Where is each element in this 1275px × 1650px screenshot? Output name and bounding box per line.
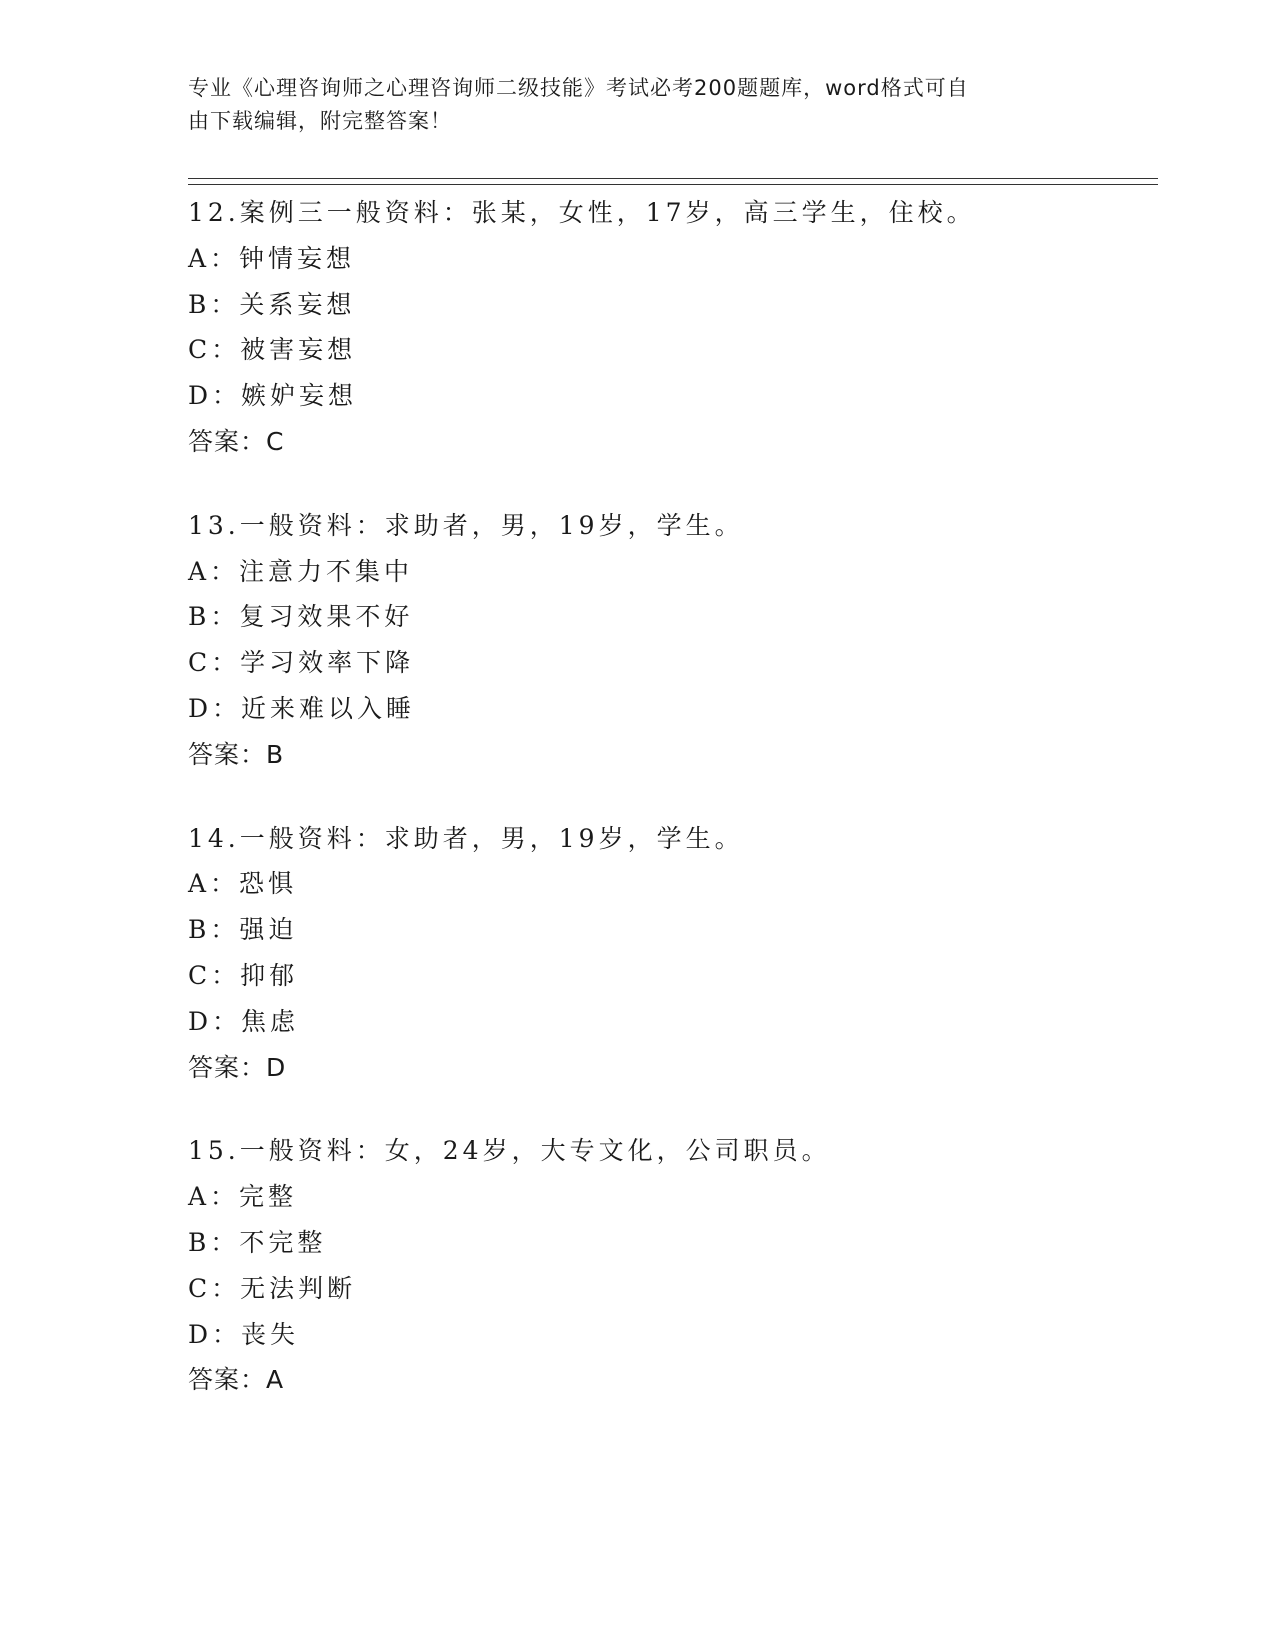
option-a: A：注意力不集中 bbox=[188, 556, 414, 586]
option-d: D：焦虑 bbox=[188, 1006, 300, 1036]
option-c: C：学习效率下降 bbox=[188, 648, 415, 678]
question-15 bbox=[188, 1128, 1158, 1403]
option-a: A：恐惧 bbox=[188, 869, 298, 899]
answer-line: 答案：C bbox=[188, 426, 285, 456]
option-a: A：钟情妄想 bbox=[188, 243, 356, 273]
question-12 bbox=[188, 190, 1158, 465]
option-c: C：抑郁 bbox=[188, 960, 299, 990]
header-line-2: 由下载编辑，附完整答案！ bbox=[188, 109, 452, 133]
option-b: B：不完整 bbox=[188, 1227, 327, 1257]
option-c: C：被害妄想 bbox=[188, 335, 357, 365]
option-a: A：完整 bbox=[188, 1182, 298, 1212]
question-13 bbox=[188, 503, 1158, 778]
question-14 bbox=[188, 816, 1158, 1091]
question-stem: 14.一般资料：求助者，男，19岁，学生。 bbox=[188, 823, 744, 853]
answer-line: 答案：A bbox=[188, 1365, 285, 1395]
option-c: C：无法判断 bbox=[188, 1273, 357, 1303]
header-divider-bottom bbox=[188, 184, 1158, 185]
header-divider-top bbox=[188, 178, 1158, 179]
question-list bbox=[188, 190, 1158, 1441]
question-stem: 15.一般资料：女，24岁，大专文化，公司职员。 bbox=[188, 1136, 831, 1166]
option-d: D：丧失 bbox=[188, 1319, 300, 1349]
header-line-1: 专业《心理咨询师之心理咨询师二级技能》考试必考200题题库，word格式可自 bbox=[188, 76, 969, 100]
answer-line: 答案：B bbox=[188, 739, 285, 769]
option-b: B：关系妄想 bbox=[188, 289, 356, 319]
question-stem: 13.一般资料：求助者，男，19岁，学生。 bbox=[188, 510, 744, 540]
option-b: B：强迫 bbox=[188, 915, 298, 945]
answer-line: 答案：D bbox=[188, 1052, 287, 1082]
option-b: B：复习效果不好 bbox=[188, 602, 414, 632]
option-d: D：嫉妒妄想 bbox=[188, 381, 358, 411]
document-header bbox=[188, 72, 1068, 138]
question-stem: 12.案例三一般资料：张某，女性，17岁，高三学生，住校。 bbox=[188, 198, 976, 227]
option-d: D：近来难以入睡 bbox=[188, 693, 416, 723]
